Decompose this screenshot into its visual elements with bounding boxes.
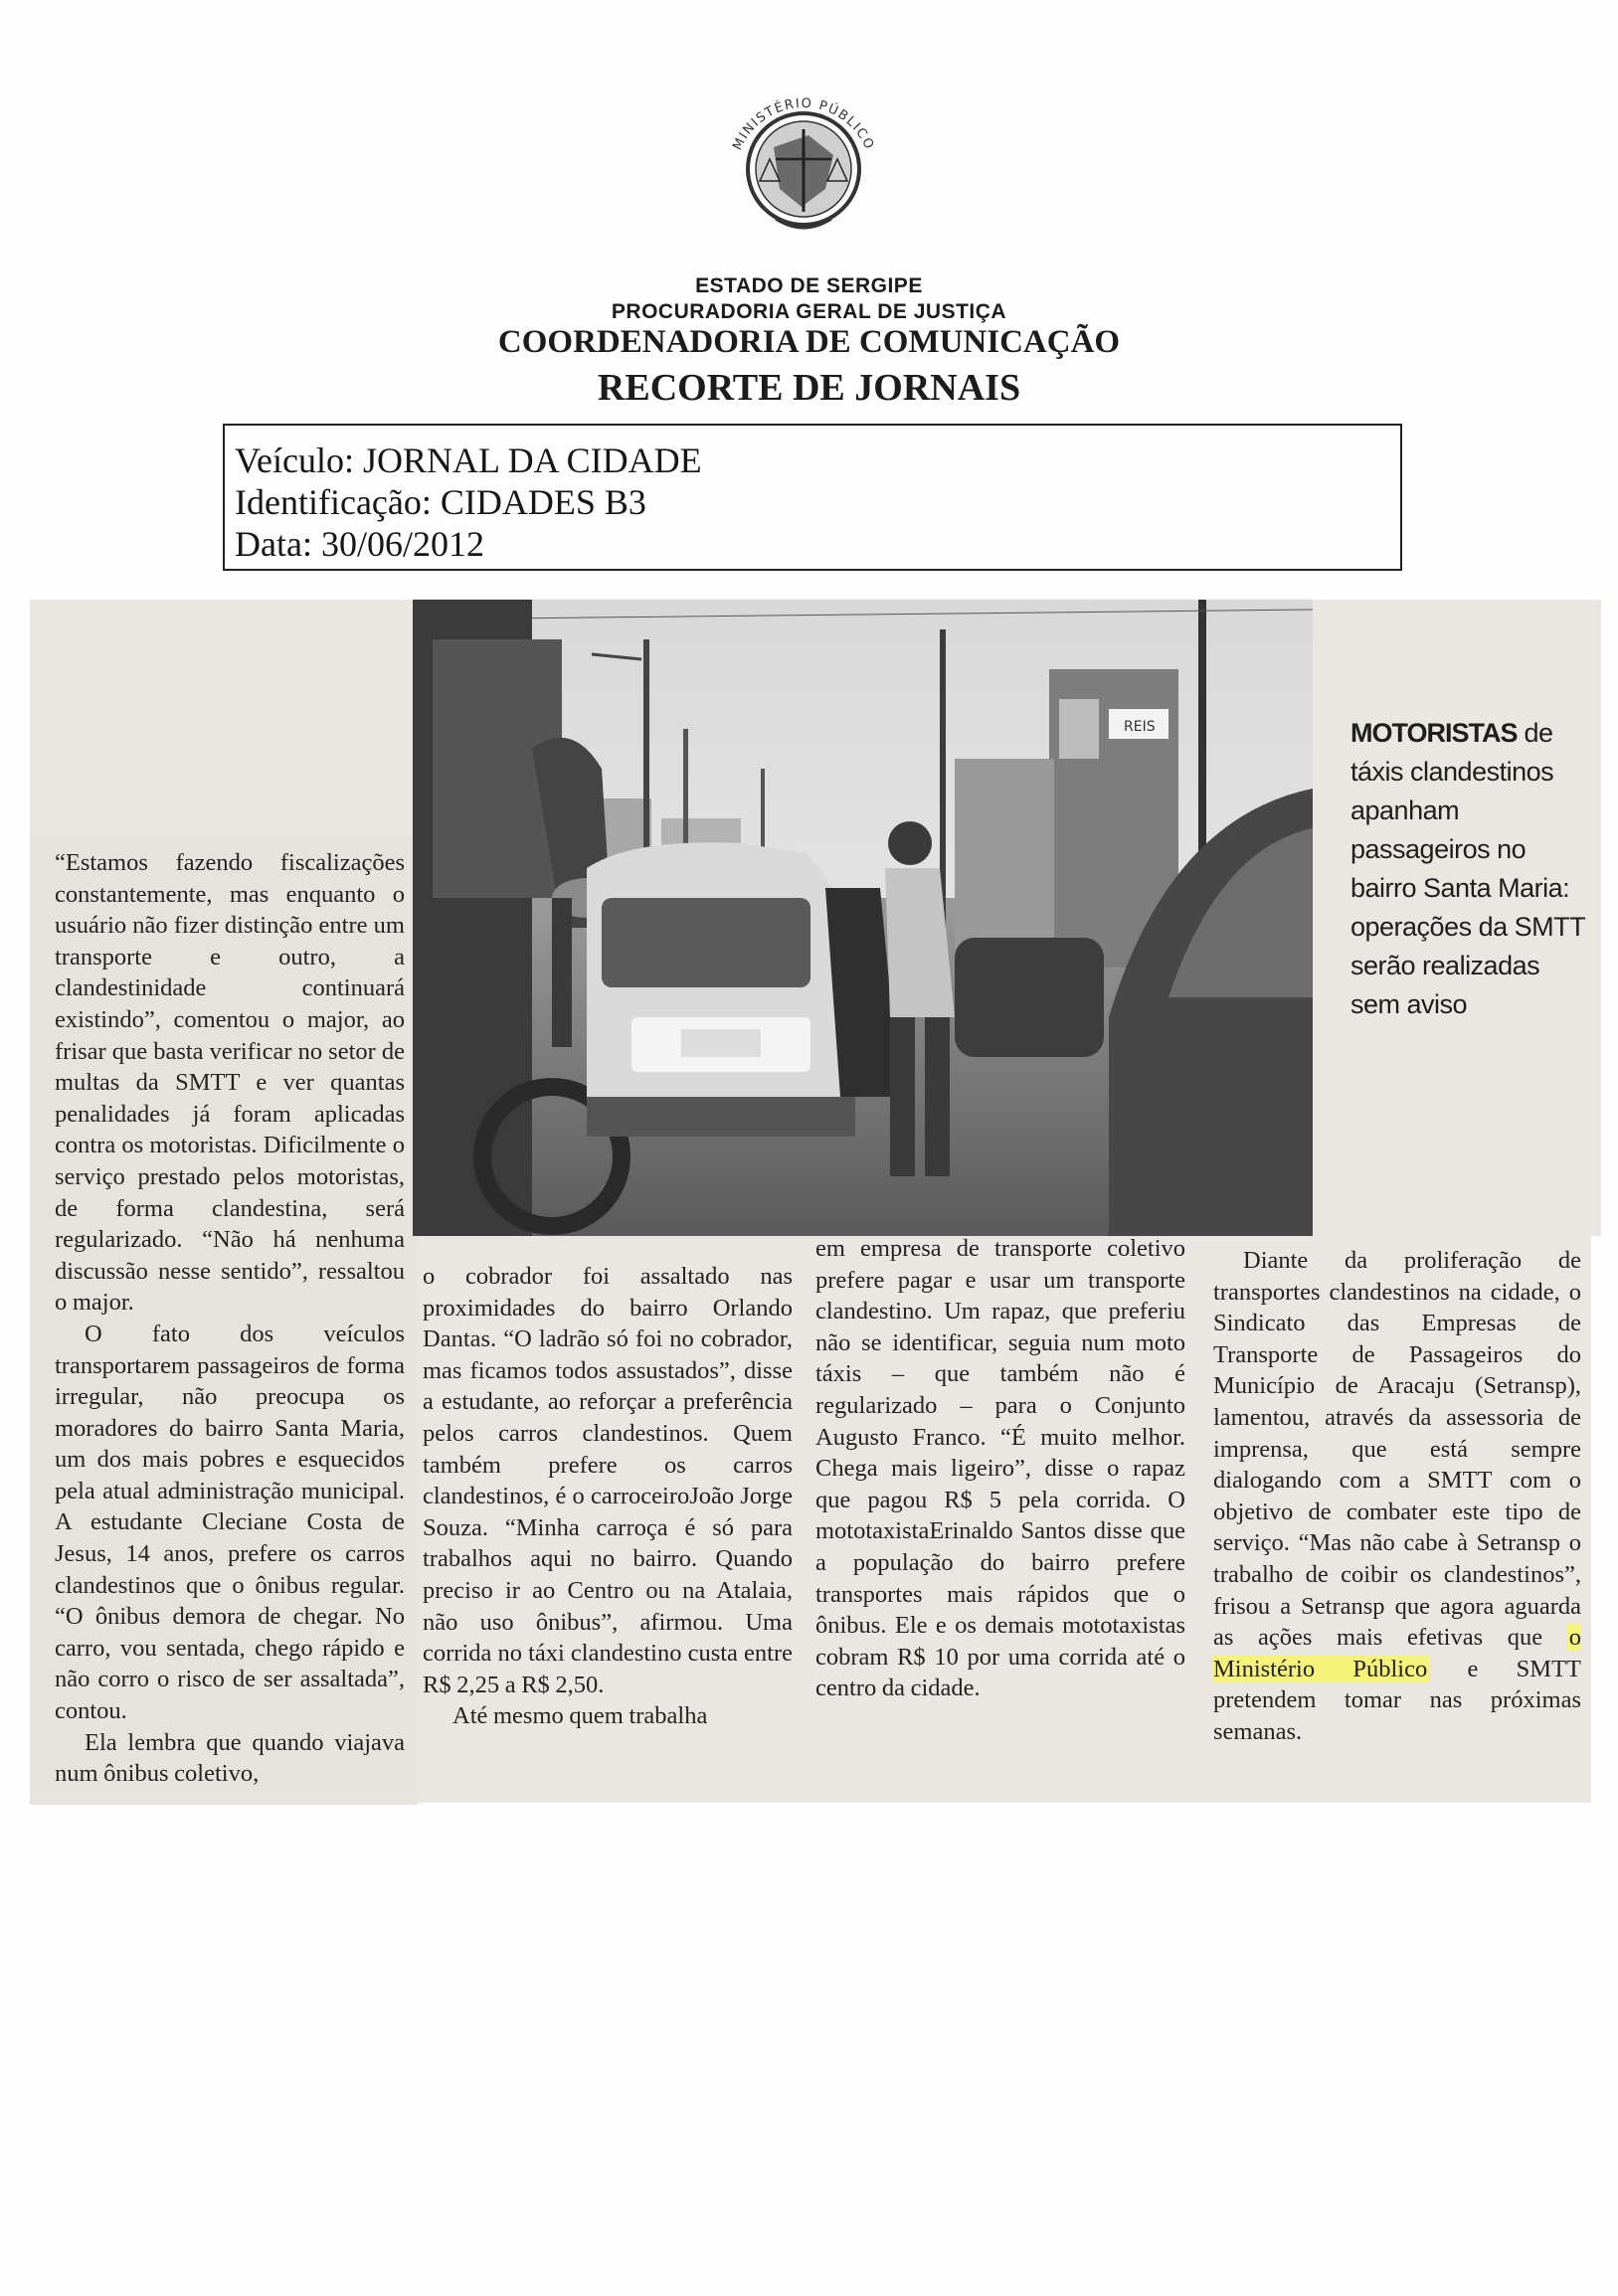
street-scene-image: [413, 600, 1313, 1236]
header-office: PROCURADORIA GERAL DE JUSTIÇA: [611, 300, 1007, 323]
svg-text:REIS: REIS: [1124, 719, 1156, 735]
article-column-3: [815, 1233, 1185, 1704]
paragraph-text: Diante da proliferação de transportes clandestinos na cidade, o Sindicato das Empresas de Transporte de Passageiros do Município de Aracaju (Setransp), lamentou, através da assessoria de imprensa, que está sempre dialogando com a SMTT com o objetivo de combater este tipo de serviço. “Mas não cabe à Setransp o trabalho de coibir os clandestinos”, frisou a Setransp que agora aguarda as ações mais efetivas que: [1213, 1247, 1581, 1652]
clipping-info-box: [223, 424, 1402, 571]
header-department: COORDENADORIA DE COMUNICAÇÃO: [497, 324, 1121, 360]
paragraph: Até mesmo quem trabalha: [452, 1702, 708, 1730]
caption-lead: MOTORISTAS: [1350, 718, 1518, 748]
paragraph: “Estamos fazendo fiscalizações constantemente, mas enquanto o usuário não fizer distinção entre um transporte e outro, a clandestinidade continuará existindo”, comentou o major, ao frisar que basta verificar no setor de multas da SMTT e ver quantas penalidades já foram aplicadas contra os motoristas. Dificilmente o serviço prestado pelos motoristas, de forma clandestina, será regularizado. “Não há nenhuma discussão nesse sentido”, ressaltou o major.: [55, 849, 405, 1317]
seal-text: MINISTÉRIO PÚBLICO: [730, 95, 877, 153]
article-column-4: [1213, 1245, 1581, 1748]
caption-text: de táxis clandestinos apanham passageiros no bairro Santa Maria: operações da SMTT serão realizadas sem aviso: [1350, 718, 1585, 1019]
paragraph: o cobrador foi assaltado nas proximidades do bairro Orlando Dantas. “O ladrão só foi no cobrador, mas ficamos todos assustados”, disse a estudante, ao reforçar a preferência pelos carros clandestinos. Quem também prefere os carros clandestinos, é o carroceiroJoão Jorge Souza. “Minha carroça é só para trabalhos aqui no bairro. Quando preciso ir ao Centro ou na Atalaia, não uso ônibus”, afirmou. Uma corrida no táxi clandestino custa entre R$ 2,25 a R$ 2,50.: [423, 1263, 793, 1698]
identification-line: Identificação: CIDADES B3: [235, 482, 646, 522]
news-photo: [413, 600, 1313, 1236]
paragraph: O fato dos veículos transportarem passageiros de forma irregular, não preocupa os moradores do bairro Santa Maria, um dos mais pobres e esquecidos pela atual administração municipal. A estudante Cleciane Costa de Jesus, 14 anos, prefere os carros clandestinos que o ônibus regular. “O ônibus demora de chegar. No carro, vou sentada, chego rápido e não corro o risco de ser assaltada”, contou.: [55, 1320, 405, 1725]
ministerio-publico-seal: [714, 78, 893, 252]
paragraph: [1213, 1245, 1581, 1748]
date-line: Data: 30/06/2012: [235, 524, 484, 564]
highlighted-text: o Ministério Público: [1213, 1624, 1581, 1682]
paragraph: Ela lembra que quando viajava num ônibus coletivo,: [55, 1728, 405, 1788]
header-state: ESTADO DE SERGIPE: [695, 274, 923, 297]
photo-caption: [1350, 714, 1589, 1024]
page-title: RECORTE DE JORNAIS: [597, 367, 1021, 409]
vehicle-line: Veículo: JORNAL DA CIDADE: [235, 441, 702, 480]
paragraph: em empresa de transporte coletivo prefere pagar e usar um transporte clandestino. Um rapaz, que preferiu não se identificar, seguia num moto táxis – que também não é regularizado – para o Conjunto Augusto Franco. “É muito melhor. Chega mais ligeiro”, disse o rapaz que pagou R$ 5 pela corrida. O mototaxistaErinaldo Santos disse que a população do bairro prefere transportes mais rápidos que o ônibus. Ele e os demais mototaxistas cobram R$ 10 por uma corrida até o centro da cidade.: [815, 1235, 1185, 1702]
paragraph-text: e SMTT pretendem tomar nas próximas semanas.: [1213, 1655, 1582, 1745]
article-column-1: [55, 847, 405, 1790]
article-column-2: [423, 1261, 793, 1732]
